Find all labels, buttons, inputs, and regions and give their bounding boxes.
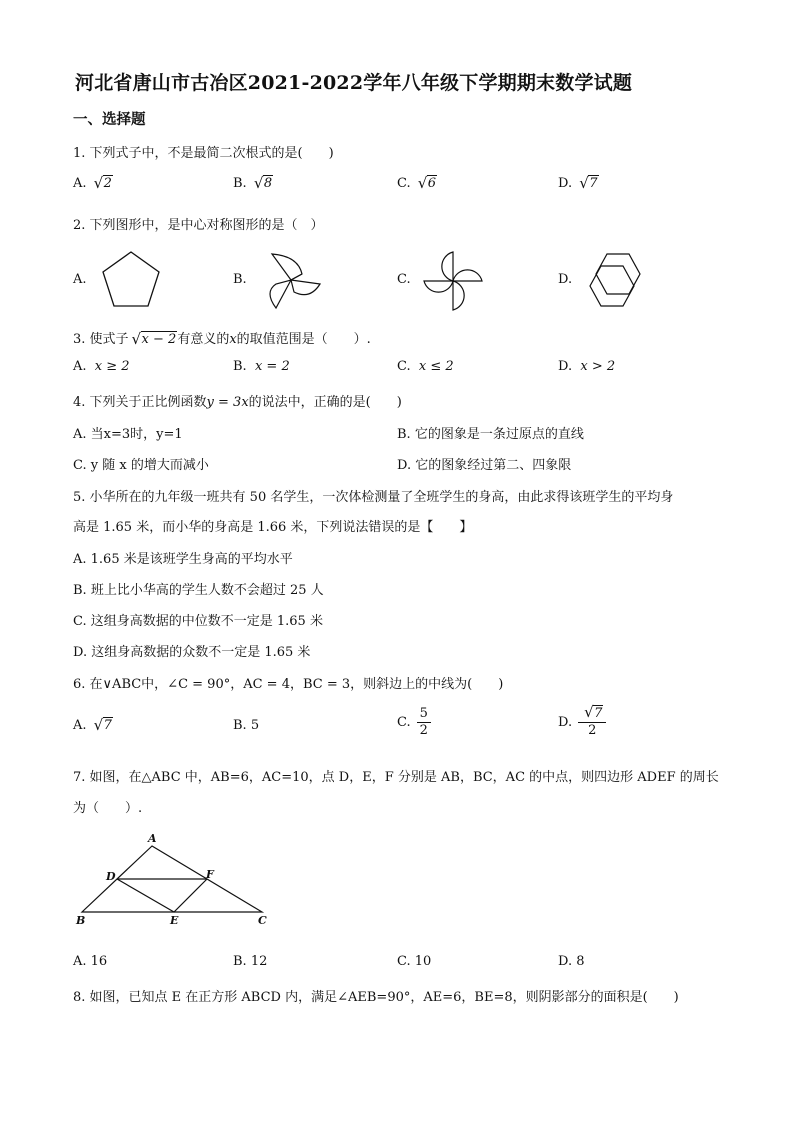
q6-stem: 6. 在∨ABC中，∠C = 90°，AC = 4，BC = 3，则斜边上的中线为( ) — [73, 677, 504, 692]
q3-stem: 3. 使式子 √ x − 2有意义的x的取值范围是（ ）. — [73, 330, 371, 348]
q1-option-b[interactable]: B. √ 8 — [233, 174, 273, 192]
q4-option-d[interactable]: D. 它的图象经过第二、四象限 — [397, 458, 572, 473]
sqrt-symbol: √ 2 — [93, 174, 112, 192]
section-heading: 一、选择题 — [73, 111, 146, 128]
sqrt-symbol: √ 7 — [584, 703, 603, 721]
sqrt-symbol: √ 8 — [253, 174, 273, 192]
three-blade-figure — [262, 250, 324, 312]
q4-stem: 4. 下列关于正比例函数y = 3x的说法中，正确的是( ) — [73, 395, 402, 410]
q4-option-a[interactable]: A. 当x=3时，y=1 — [73, 427, 183, 442]
q5-stem-line2: 高是 1.65 米，而小华的身高是 1.66 米，下列说法错误的是【 】 — [73, 520, 473, 535]
q1-stem: 1. 下列式子中，不是最简二次根式的是( ) — [73, 146, 334, 161]
q6-option-d[interactable]: D. √ 7 2 — [558, 706, 606, 739]
vertex-label-a: A — [148, 832, 157, 845]
q8-stem: 8. 如图，已知点 E 在正方形 ABCD 内，满足∠AEB=90°，AE=6，BE=8，则阴影部分的面积是( ) — [73, 990, 679, 1005]
q7-stem-line1: 7. 如图，在△ABC 中，AB=6，AC=10，点 D，E，F 分别是 AB，BC，AC 的中点，则四边形 ADEF 的周长 — [73, 770, 719, 785]
vertex-label-c: C — [258, 914, 267, 927]
page-title: 河北省唐山市古冶区2021-2022学年八年级下学期期末数学试题 — [75, 72, 633, 94]
q7-stem-line2: 为（ ）. — [73, 801, 143, 816]
q4-option-b[interactable]: B. 它的图象是一条过原点的直线 — [397, 427, 584, 442]
q3-option-c[interactable]: C. x ≤ 2 — [397, 359, 454, 374]
q3-option-d[interactable]: D. x > 2 — [558, 359, 616, 374]
q5-option-b[interactable]: B. 班上比小华高的学生人数不会超过 25 人 — [73, 583, 324, 598]
q5-option-a[interactable]: A. 1.65 米是该班学生身高的平均水平 — [73, 552, 293, 567]
fraction: $\frac{5}{2}$ — [417, 706, 431, 739]
vertex-label-e: E — [170, 914, 179, 927]
q6-option-c[interactable]: C. $\frac{5}{2}$ — [397, 706, 431, 739]
q2-stem: 2. 下列图形中，是中心对称图形的是（ ） — [73, 218, 324, 233]
q3-option-b[interactable]: B. x = 2 — [233, 359, 290, 374]
q1-option-a[interactable]: A. √ 2 — [73, 174, 112, 192]
q5-option-d[interactable]: D. 这组身高数据的众数不一定是 1.65 米 — [73, 645, 311, 660]
q2-option-d[interactable]: D. — [558, 272, 573, 287]
overlapping-hexagons-figure — [584, 250, 646, 310]
q3-option-a[interactable]: A. x ≥ 2 — [73, 359, 130, 374]
q6-option-a[interactable]: A. √ 7 — [73, 716, 112, 734]
sqrt-symbol: √ 6 — [417, 174, 437, 192]
q7-option-c[interactable]: C. 10 — [397, 954, 432, 969]
fraction: √ 7 2 — [578, 706, 606, 739]
sqrt-symbol: √ 7 — [93, 716, 112, 734]
triangle-midpoint-figure — [70, 832, 280, 932]
q7-option-a[interactable]: A. 16 — [73, 954, 108, 969]
q4-option-c[interactable]: C. y 随 x 的增大而减小 — [73, 458, 209, 473]
sqrt-symbol: √ 7 — [579, 174, 598, 192]
q6-option-b[interactable]: B. 5 — [233, 718, 260, 733]
pinwheel-figure — [422, 250, 484, 312]
q1-option-c[interactable]: C. √ 6 — [397, 174, 437, 192]
vertex-label-d: D — [106, 870, 116, 883]
sqrt-symbol: √ x − 2 — [131, 330, 177, 348]
q2-option-b[interactable]: B. — [233, 272, 247, 287]
q7-option-b[interactable]: B. 12 — [233, 954, 268, 969]
q1-option-d[interactable]: D. √ 7 — [558, 174, 598, 192]
q2-option-c[interactable]: C. — [397, 272, 411, 287]
pentagon-figure — [100, 250, 162, 310]
q5-option-c[interactable]: C. 这组身高数据的中位数不一定是 1.65 米 — [73, 614, 323, 629]
q2-option-a[interactable]: A. — [73, 272, 87, 287]
vertex-label-b: B — [76, 914, 86, 927]
q7-option-d[interactable]: D. 8 — [558, 954, 585, 969]
q5-stem-line1: 5. 小华所在的九年级一班共有 50 名学生，一次体检测量了全班学生的身高，由此求得该班学生的平均身 — [73, 490, 674, 505]
vertex-label-f: F — [206, 868, 214, 881]
